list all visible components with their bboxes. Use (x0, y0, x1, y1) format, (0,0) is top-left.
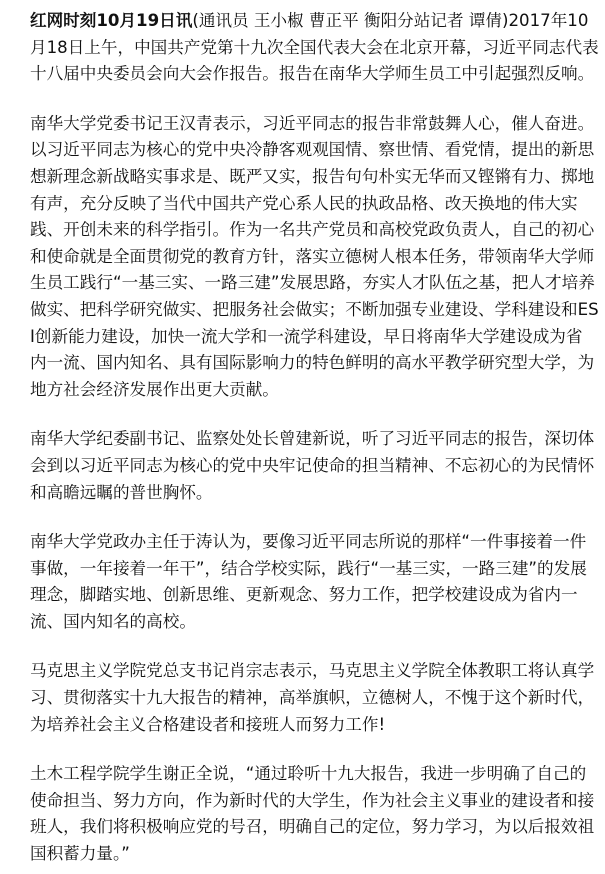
paragraph-discipline-secretary: 南华大学纪委副书记、监察处处长曾建新说，听了习近平同志的报告，深切体会到以习近平同志为核心的党中央牢记使命的担当精神、不忘初心的为民情怀和高瞻远瞩的普世胸怀。 (30, 429, 595, 502)
lead-text: (通讯员 王小椒 曹正平 衡阳分站记者 谭倩)2017年10月18日上午，中国共产党第十九次全国代表大会在北京开幕，习近平同志代表十八届中央委员会向大会作报告。报告在南华大学师生员工中引起强烈反响。 (30, 11, 599, 84)
paragraph-student: 土木工程学院学生谢正全说，“通过聆听十九大报告，我进一步明确了自己的使命担当、努力方向，作为新时代的大学生，作为社会主义事业的建设者和接班人，我们将积极响应党的号召，明确自己的定位，努力学习，为以后报效祖国积蓄力量。” (30, 764, 595, 864)
paragraph-marxism-school: 马克思主义学院党总支书记肖宗志表示，马克思主义学院全体教职工将认真学习、贯彻落实十九大报告的精神，高举旗帜，立德树人，不愧于这个新时代，为培养社会主义合格建设者和接班人而努力工作! (30, 661, 595, 734)
dateline: 红网时刻10月19日讯 (30, 11, 193, 30)
lead-paragraph (30, 8, 599, 88)
paragraph-party-secretary: 南华大学党委书记王汉青表示，习近平同志的报告非常鼓舞人心，催人奋进。以习近平同志为核心的党中央冷静客观观国情、察世情、看党情，提出的新思想新理念新战略实事求是、既严又实，报告句句朴实无华而又铿锵有力、掷地有声，充分反映了当代中国共产党心系人民的执政品格、改天换地的伟大实践、开创未来的科学指引。作为一名共产党员和高校党政负责人，自己的初心和使命就是全面贯彻党的教育方针，落实立德树人根本任务，带领南华大学师生员工践行“一基三实、一路三建”发展思路，夯实人才队伍之基，把人才培养做实、把科学研究做实、把服务社会做实；不断加强专业建设、学科建设和ESI创新能力建设，加快一流大学和一流学科建设，早日将南华大学建设成为省内一流、国内知名、具有国际影响力的特色鲜明的高水平教学研究型大学，为地方社会经济发展作出更大贡献。 (30, 113, 599, 399)
paragraph-office-director: 南华大学党政办主任于涛认为，要像习近平同志所说的那样“一件事接着一件事做，一年接着一年干”，结合学校实际，践行“一基三实，一路三建”的发展理念，脚踏实地、创新思维、更新观念、努力工作，把学校建设成为省内一流、国内知名的高校。 (30, 532, 587, 631)
